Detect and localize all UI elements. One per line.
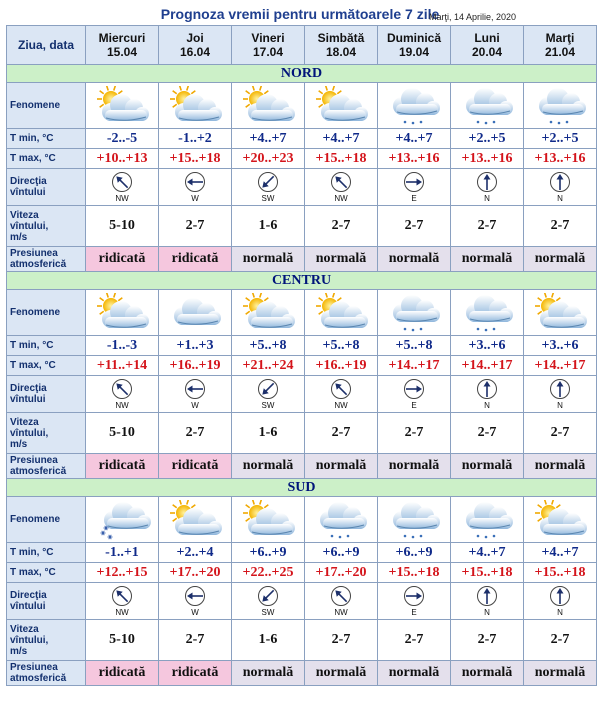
cloud-drizzle-icon bbox=[385, 293, 443, 333]
tmin-value: +4..+7 bbox=[378, 129, 451, 149]
wind-arrow-icon bbox=[257, 378, 279, 400]
tmax-value: +15..+18 bbox=[524, 563, 597, 583]
tmax-value: +14..+17 bbox=[451, 356, 524, 376]
weather-icon-cell bbox=[305, 290, 378, 336]
wind-direction-label: E bbox=[411, 401, 417, 410]
wind-direction-cell bbox=[451, 376, 524, 413]
weather-icon-cell bbox=[524, 290, 597, 336]
wind-arrow-icon bbox=[330, 585, 352, 607]
wind-speed-value: 2-7 bbox=[159, 206, 232, 247]
pressure-value: normală bbox=[305, 454, 378, 479]
tmax-value: +13..+16 bbox=[378, 149, 451, 169]
row-label-line: T max, °C bbox=[10, 360, 56, 371]
row-label bbox=[7, 583, 86, 620]
row-label bbox=[7, 563, 86, 583]
tmax-value: +10..+13 bbox=[86, 149, 159, 169]
tmin-value: +6..+9 bbox=[305, 543, 378, 563]
wind-speed-value: 5-10 bbox=[86, 413, 159, 454]
wind-direction-cell bbox=[86, 376, 159, 413]
wind-speed-value: 1-6 bbox=[232, 413, 305, 454]
wind-direction-cell bbox=[451, 583, 524, 620]
day-header bbox=[232, 26, 305, 65]
day-name: Simbătă bbox=[317, 31, 365, 45]
row-label-line: vîntului bbox=[10, 394, 46, 405]
phenomena-row bbox=[7, 497, 597, 543]
pressure-value: ridicată bbox=[159, 247, 232, 272]
pressure-value: ridicată bbox=[86, 454, 159, 479]
tmin-value: +4..+7 bbox=[305, 129, 378, 149]
pressure-value: normală bbox=[451, 247, 524, 272]
row-label bbox=[7, 543, 86, 563]
wind-arrow-icon bbox=[184, 171, 206, 193]
row-label-line: atmosferică bbox=[10, 673, 67, 684]
row-label-line: atmosferică bbox=[10, 259, 67, 270]
tmax-value: +14..+17 bbox=[378, 356, 451, 376]
wind-direction-label: N bbox=[557, 401, 563, 410]
row-label bbox=[7, 149, 86, 169]
wind-direction-cell bbox=[305, 169, 378, 206]
wind-direction-cell bbox=[159, 583, 232, 620]
sun-cloud-icon bbox=[166, 500, 224, 540]
tmin-value: +5..+8 bbox=[305, 336, 378, 356]
pressure-value: normală bbox=[232, 247, 305, 272]
wind-speed-value: 1-6 bbox=[232, 206, 305, 247]
region-name: SUD bbox=[7, 479, 597, 497]
pressure-value: normală bbox=[524, 454, 597, 479]
forecast-date: Marţi, 14 Aprilie, 2020 bbox=[428, 12, 516, 22]
wind-direction-label: W bbox=[191, 608, 199, 617]
weather-icon-cell bbox=[232, 497, 305, 543]
row-label-line: T min, °C bbox=[10, 340, 54, 351]
tmax-value: +22..+25 bbox=[232, 563, 305, 583]
sun-cloud-icon bbox=[312, 293, 370, 333]
wind-direction-label: N bbox=[557, 608, 563, 617]
wind-arrow-icon bbox=[111, 171, 133, 193]
weather-icon-cell bbox=[378, 497, 451, 543]
day-name: Duminică bbox=[386, 31, 441, 45]
wind-direction-label: NW bbox=[334, 608, 348, 617]
wind-speed-value: 5-10 bbox=[86, 206, 159, 247]
wind-speed-row bbox=[7, 206, 597, 247]
wind-speed-value: 2-7 bbox=[378, 206, 451, 247]
cloud-drizzle-icon bbox=[458, 86, 516, 126]
sun-cloud-icon bbox=[531, 293, 589, 333]
day-date: 19.04 bbox=[398, 45, 430, 59]
row-label-line: vîntului, bbox=[10, 634, 49, 646]
pressure-row bbox=[7, 247, 597, 272]
wind-speed-value: 2-7 bbox=[378, 413, 451, 454]
page-title: Prognoza vremii pentru următoarele 7 zile bbox=[160, 6, 440, 22]
sun-cloud-icon bbox=[239, 500, 297, 540]
pressure-value: ridicată bbox=[86, 661, 159, 686]
row-label bbox=[7, 247, 86, 272]
wind-direction-label: NW bbox=[115, 608, 129, 617]
tmin-value: -2..-5 bbox=[86, 129, 159, 149]
weather-icon-cell bbox=[451, 290, 524, 336]
tmax-value: +11..+14 bbox=[86, 356, 159, 376]
phenomena-row bbox=[7, 290, 597, 336]
pressure-value: normală bbox=[378, 454, 451, 479]
region-name: CENTRU bbox=[7, 272, 597, 290]
day-name: Vineri bbox=[251, 31, 285, 45]
page-header bbox=[0, 0, 600, 24]
region-row bbox=[7, 272, 597, 290]
day-date-label: Ziua, data bbox=[7, 26, 86, 65]
row-label bbox=[7, 497, 86, 543]
day-date: 15.04 bbox=[106, 45, 138, 59]
wind-arrow-icon bbox=[257, 171, 279, 193]
wind-direction-label: W bbox=[191, 401, 199, 410]
row-label-line: Fenomene bbox=[10, 307, 61, 318]
wind-arrow-icon bbox=[476, 585, 498, 607]
tmin-row bbox=[7, 336, 597, 356]
row-label bbox=[7, 206, 86, 247]
wind-arrow-icon bbox=[403, 378, 425, 400]
tmin-value: -1..+1 bbox=[86, 543, 159, 563]
tmin-value: +2..+4 bbox=[159, 543, 232, 563]
wind-arrow-icon bbox=[476, 378, 498, 400]
wind-arrow-icon bbox=[476, 171, 498, 193]
pressure-value: ridicată bbox=[159, 661, 232, 686]
day-date: 21.04 bbox=[544, 45, 576, 59]
pressure-value: ridicată bbox=[159, 454, 232, 479]
row-label bbox=[7, 356, 86, 376]
wind-speed-value: 2-7 bbox=[524, 620, 597, 661]
sun-cloud-icon bbox=[312, 86, 370, 126]
wind-speed-value: 2-7 bbox=[524, 413, 597, 454]
row-label-line: Direcţia bbox=[10, 383, 47, 394]
weather-icon-cell bbox=[86, 290, 159, 336]
row-label-line: Fenomene bbox=[10, 100, 61, 111]
wind-direction-label: N bbox=[484, 608, 490, 617]
row-label-line: atmosferică bbox=[10, 466, 67, 477]
weather-icon-cell bbox=[232, 290, 305, 336]
wind-direction-label: E bbox=[411, 194, 417, 203]
row-label bbox=[7, 290, 86, 336]
pressure-value: normală bbox=[451, 454, 524, 479]
tmin-value: +3..+6 bbox=[524, 336, 597, 356]
row-label-line: m/s bbox=[10, 231, 28, 243]
wind-direction-cell bbox=[305, 376, 378, 413]
weather-icon-cell bbox=[451, 497, 524, 543]
wind-arrow-icon bbox=[549, 585, 571, 607]
header-row bbox=[7, 26, 597, 65]
wind-direction-cell bbox=[524, 376, 597, 413]
wind-direction-row bbox=[7, 376, 597, 413]
wind-arrow-icon bbox=[184, 585, 206, 607]
row-label-line: vîntului bbox=[10, 187, 46, 198]
sun-cloud-icon bbox=[239, 293, 297, 333]
pressure-value: normală bbox=[524, 247, 597, 272]
tmax-value: +14..+17 bbox=[524, 356, 597, 376]
tmin-value: -1..+2 bbox=[159, 129, 232, 149]
row-label-line: vîntului, bbox=[10, 220, 49, 232]
pressure-value: normală bbox=[378, 661, 451, 686]
wind-arrow-icon bbox=[549, 171, 571, 193]
sun-cloud-icon bbox=[166, 86, 224, 126]
tmin-row bbox=[7, 543, 597, 563]
row-label-line: Viteza bbox=[10, 416, 39, 428]
wind-speed-value: 2-7 bbox=[451, 620, 524, 661]
day-header bbox=[451, 26, 524, 65]
wind-speed-value: 2-7 bbox=[451, 206, 524, 247]
forecast-table bbox=[6, 25, 597, 686]
row-label bbox=[7, 661, 86, 686]
wind-direction-label: NW bbox=[115, 194, 129, 203]
row-label-line: m/s bbox=[10, 438, 28, 450]
tmax-value: +15..+18 bbox=[378, 563, 451, 583]
wind-direction-cell bbox=[451, 169, 524, 206]
weather-icon-cell bbox=[524, 83, 597, 129]
row-label-line: T max, °C bbox=[10, 153, 56, 164]
wind-arrow-icon bbox=[257, 585, 279, 607]
tmax-value: +15..+18 bbox=[451, 563, 524, 583]
row-label-line: Presiunea bbox=[10, 455, 58, 466]
wind-direction-label: N bbox=[557, 194, 563, 203]
tmax-value: +13..+16 bbox=[451, 149, 524, 169]
row-label bbox=[7, 454, 86, 479]
row-label-line: Viteza bbox=[10, 209, 39, 221]
tmax-row bbox=[7, 356, 597, 376]
pressure-value: normală bbox=[524, 661, 597, 686]
tmin-value: +2..+5 bbox=[451, 129, 524, 149]
cloud-drizzle-icon bbox=[385, 86, 443, 126]
tmax-value: +21..+24 bbox=[232, 356, 305, 376]
tmin-value: +3..+6 bbox=[451, 336, 524, 356]
weather-icon-cell bbox=[305, 83, 378, 129]
wind-direction-cell bbox=[86, 583, 159, 620]
wind-speed-value: 2-7 bbox=[305, 620, 378, 661]
row-label-line: T max, °C bbox=[10, 567, 56, 578]
cloud-icon bbox=[166, 293, 224, 333]
wind-direction-cell bbox=[524, 583, 597, 620]
wind-direction-label: NW bbox=[334, 194, 348, 203]
pressure-value: normală bbox=[305, 661, 378, 686]
day-header bbox=[524, 26, 597, 65]
weather-icon-cell bbox=[232, 83, 305, 129]
wind-direction-label: SW bbox=[261, 608, 275, 617]
row-label-line: T min, °C bbox=[10, 133, 54, 144]
wind-speed-row bbox=[7, 620, 597, 661]
cloud-drizzle-icon bbox=[458, 293, 516, 333]
wind-arrow-icon bbox=[330, 171, 352, 193]
tmin-value: +6..+9 bbox=[232, 543, 305, 563]
sun-cloud-icon bbox=[93, 86, 151, 126]
wind-speed-value: 2-7 bbox=[305, 413, 378, 454]
pressure-row bbox=[7, 661, 597, 686]
wind-direction-cell bbox=[524, 169, 597, 206]
wind-speed-value: 2-7 bbox=[305, 206, 378, 247]
wind-direction-row bbox=[7, 583, 597, 620]
row-label bbox=[7, 129, 86, 149]
row-label-line: m/s bbox=[10, 645, 28, 657]
wind-direction-cell bbox=[305, 583, 378, 620]
pressure-row bbox=[7, 454, 597, 479]
row-label-line: Viteza bbox=[10, 623, 39, 635]
day-date: 17.04 bbox=[252, 45, 284, 59]
sun-cloud-icon bbox=[239, 86, 297, 126]
wind-direction-cell bbox=[86, 169, 159, 206]
day-header bbox=[305, 26, 378, 65]
weather-icon-cell bbox=[451, 83, 524, 129]
wind-direction-cell bbox=[378, 376, 451, 413]
wind-direction-label: N bbox=[484, 401, 490, 410]
wind-arrow-icon bbox=[111, 585, 133, 607]
weather-icon-cell bbox=[378, 290, 451, 336]
day-name: Marţi bbox=[545, 31, 575, 45]
weather-icon-cell bbox=[524, 497, 597, 543]
row-label-line: Presiunea bbox=[10, 248, 58, 259]
tmax-row bbox=[7, 563, 597, 583]
weather-icon-cell bbox=[378, 83, 451, 129]
tmax-value: +12..+15 bbox=[86, 563, 159, 583]
row-label bbox=[7, 620, 86, 661]
wind-arrow-icon bbox=[330, 378, 352, 400]
sun-cloud-icon bbox=[531, 500, 589, 540]
tmax-value: +20..+23 bbox=[232, 149, 305, 169]
wind-speed-value: 2-7 bbox=[451, 413, 524, 454]
wind-speed-value: 5-10 bbox=[86, 620, 159, 661]
day-name: Joi bbox=[186, 31, 204, 45]
wind-direction-cell bbox=[232, 583, 305, 620]
sun-cloud-icon bbox=[93, 293, 151, 333]
wind-direction-label: N bbox=[484, 194, 490, 203]
wind-direction-label: E bbox=[411, 608, 417, 617]
tmax-value: +17..+20 bbox=[305, 563, 378, 583]
wind-arrow-icon bbox=[549, 378, 571, 400]
day-header bbox=[378, 26, 451, 65]
row-label-line: vîntului bbox=[10, 601, 46, 612]
cloud-drizzle-icon bbox=[312, 500, 370, 540]
wind-speed-value: 2-7 bbox=[159, 413, 232, 454]
row-label-line: Presiunea bbox=[10, 662, 58, 673]
weather-icon-cell bbox=[86, 497, 159, 543]
row-label bbox=[7, 83, 86, 129]
tmin-value: +2..+5 bbox=[524, 129, 597, 149]
region-name: NORD bbox=[7, 65, 597, 83]
tmin-value: +6..+9 bbox=[378, 543, 451, 563]
wind-direction-cell bbox=[159, 169, 232, 206]
pressure-value: normală bbox=[378, 247, 451, 272]
tmax-value: +15..+18 bbox=[305, 149, 378, 169]
row-label bbox=[7, 169, 86, 206]
wind-direction-cell bbox=[159, 376, 232, 413]
tmax-value: +16..+19 bbox=[159, 356, 232, 376]
wind-direction-label: W bbox=[191, 194, 199, 203]
row-label-line: Direcţia bbox=[10, 590, 47, 601]
region-row bbox=[7, 65, 597, 83]
wind-direction-label: NW bbox=[115, 401, 129, 410]
cloud-snow-icon bbox=[93, 500, 151, 540]
row-label bbox=[7, 413, 86, 454]
weather-icon-cell bbox=[159, 83, 232, 129]
wind-speed-value: 2-7 bbox=[159, 620, 232, 661]
pressure-value: ridicată bbox=[86, 247, 159, 272]
day-name: Luni bbox=[474, 31, 500, 45]
weather-icon-cell bbox=[159, 497, 232, 543]
tmax-row bbox=[7, 149, 597, 169]
wind-speed-value: 2-7 bbox=[378, 620, 451, 661]
tmax-value: +13..+16 bbox=[524, 149, 597, 169]
day-date: 18.04 bbox=[325, 45, 357, 59]
wind-arrow-icon bbox=[403, 585, 425, 607]
tmin-value: +5..+8 bbox=[378, 336, 451, 356]
day-date: 16.04 bbox=[179, 45, 211, 59]
wind-direction-cell bbox=[232, 169, 305, 206]
tmin-value: -1..-3 bbox=[86, 336, 159, 356]
tmin-value: +5..+8 bbox=[232, 336, 305, 356]
tmax-value: +15..+18 bbox=[159, 149, 232, 169]
wind-direction-label: SW bbox=[261, 401, 275, 410]
weather-icon-cell bbox=[159, 290, 232, 336]
pressure-value: normală bbox=[232, 454, 305, 479]
wind-arrow-icon bbox=[184, 378, 206, 400]
row-label-line: Direcţia bbox=[10, 176, 47, 187]
wind-direction-label: SW bbox=[261, 194, 275, 203]
weather-icon-cell bbox=[86, 83, 159, 129]
pressure-value: normală bbox=[305, 247, 378, 272]
row-label bbox=[7, 376, 86, 413]
wind-speed-value: 2-7 bbox=[524, 206, 597, 247]
weather-icon-cell bbox=[305, 497, 378, 543]
day-name: Miercuri bbox=[98, 31, 146, 45]
cloud-drizzle-icon bbox=[458, 500, 516, 540]
phenomena-row bbox=[7, 83, 597, 129]
region-row bbox=[7, 479, 597, 497]
pressure-value: normală bbox=[451, 661, 524, 686]
wind-direction-cell bbox=[232, 376, 305, 413]
tmin-value: +4..+7 bbox=[524, 543, 597, 563]
tmin-value: +4..+7 bbox=[232, 129, 305, 149]
row-label bbox=[7, 336, 86, 356]
cloud-drizzle-icon bbox=[531, 86, 589, 126]
day-date: 20.04 bbox=[471, 45, 503, 59]
cloud-drizzle-icon bbox=[385, 500, 443, 540]
tmin-value: +1..+3 bbox=[159, 336, 232, 356]
row-label-line: Fenomene bbox=[10, 514, 61, 525]
day-header bbox=[86, 26, 159, 65]
pressure-value: normală bbox=[232, 661, 305, 686]
tmin-value: +4..+7 bbox=[451, 543, 524, 563]
wind-arrow-icon bbox=[111, 378, 133, 400]
tmax-value: +17..+20 bbox=[159, 563, 232, 583]
wind-direction-cell bbox=[378, 169, 451, 206]
wind-direction-row bbox=[7, 169, 597, 206]
day-header bbox=[159, 26, 232, 65]
row-label-line: vîntului, bbox=[10, 427, 49, 439]
wind-direction-label: NW bbox=[334, 401, 348, 410]
wind-speed-row bbox=[7, 413, 597, 454]
wind-arrow-icon bbox=[403, 171, 425, 193]
wind-direction-cell bbox=[378, 583, 451, 620]
tmin-row bbox=[7, 129, 597, 149]
tmax-value: +16..+19 bbox=[305, 356, 378, 376]
row-label-line: T min, °C bbox=[10, 547, 54, 558]
wind-speed-value: 1-6 bbox=[232, 620, 305, 661]
